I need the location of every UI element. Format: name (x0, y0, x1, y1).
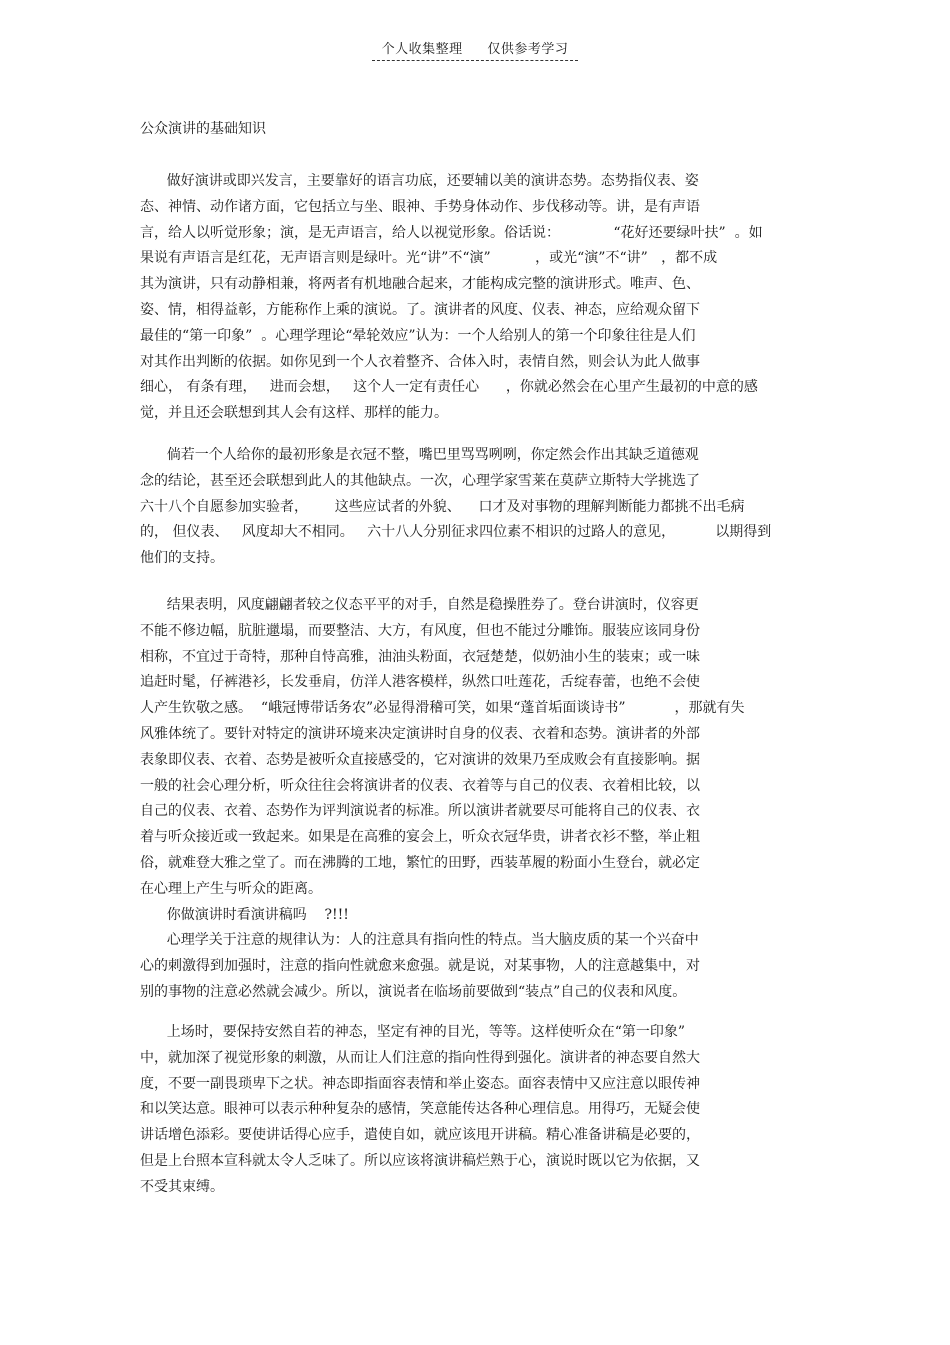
body-text-line: 他们的支持。 (140, 550, 224, 567)
body-text-line: 姿、情，相得益彰，方能称作上乘的演说。了。演讲者的风度、仪表、神态，应给观众留下 (140, 302, 700, 318)
body-text-line: 中，就加深了视觉形象的刺激，从而让人们注意的指向性得到强化。演讲者的神态要自然大 (140, 1049, 700, 1066)
body-text-line: 着与听众接近或一致起来。如果是在高雅的宴会上，听众衣冠华贵，讲者衣衫不整，举止粗 (140, 829, 700, 846)
body-text-line: 的， 但仪表、 风度却大不相同。 六十八人分别征求四位素不相识的过路人的意见， 以期得到 (140, 524, 772, 541)
body-text-line: 讲话增色添彩。要使讲话得心应手，遣使自如，就应该甩开讲稿。精心准备讲稿是必要的， (140, 1127, 700, 1144)
body-text-line: 态、神情、动作诸方面，它包括立与坐、眼神、手势身体动作、步伐移动等。讲，是有声语 (140, 198, 700, 215)
body-text-line: 六十八个自愿参加实验者， 这些应试者的外貌、 口才及对事物的理解判断能力都挑不出毛病 (140, 498, 745, 515)
body-text-line: 做好演讲或即兴发言，主要靠好的语言功底，还要辅以美的演讲态势。态势指仪表、姿 (140, 173, 699, 189)
body-text-line: 但是上台照本宣科就太令人乏味了。所以应该将演讲稿烂熟于心，演说时既以它为依据，又 (140, 1153, 700, 1169)
body-text-line: 度，不要一副畏琐卑下之状。神态即指面容表情和举止姿态。面容表情中又应注意以眼传神 (140, 1075, 700, 1092)
body-text-line: 追赶时髦，仔裤港衫，长发垂肩，仿洋人港客模样，纵然口吐莲花，舌绽春蕾，也绝不会使 (140, 674, 700, 691)
body-text-line: 念的结论，甚至还会联想到此人的其他缺点。一次，心理学家雪莱在莫萨立斯特大学挑选了 (140, 472, 700, 489)
body-text-line: 细心， 有条有理， 进而会想， 这个人一定有责任心 ，你就必然会在心里产生最初的中意的感 (140, 379, 758, 396)
body-text-line: 对其作出判断的依据。如你见到一个人衣着整齐、合体入时，表情自然，则会认为此人做事 (140, 353, 700, 370)
body-text-line: 自己的仪表、衣着、态势作为评判演说者的标准。所以演讲者就要尽可能将自己的仪表、衣 (140, 803, 700, 820)
body-text-line: 不能不修边幅，肮脏邋塌，而要整洁、大方，有风度，但也不能过分雕饰。服装应该同身份 (140, 622, 700, 639)
body-text-line: 果说有声语言是红花，无声语言则是绿叶。光“讲”不“演” ，或光“演”不“讲” ，都不成 (140, 250, 718, 267)
body-text-line: 风雅体统了。要针对特定的演讲环境来决定演讲时自身的仪表、衣着和态势。演讲者的外部 (140, 726, 700, 742)
body-text-line: 上场时，要保持安然自若的神态，坚定有神的目光，等等。这样使听众在“第一印象” (140, 1024, 686, 1040)
body-text-line: 别的事物的注意必然就会减少。所以，演说者在临场前要做到“装点”自己的仪表和风度。 (140, 984, 687, 1000)
body-text-line: 觉，并且还会联想到其人会有这样、那样的能力。 (140, 405, 448, 422)
document-title: 公众演讲的基础知识 (140, 121, 266, 137)
header-banner (372, 38, 579, 61)
body-text-line: 最佳的“第一印象” 。心理学理论“晕轮效应”认为：一个人给别人的第一个印象往往是人们 (140, 327, 696, 344)
body-text-line: 和以笑达意。眼神可以表示种种复杂的感情，笑意能传达各种心理信息。用得巧，无疑会使 (140, 1101, 700, 1118)
page-header (0, 38, 950, 61)
body-text-line: 你做演讲时看演讲稿吗 ?!!! (140, 906, 349, 923)
header-right-text: 仅供参考学习 (487, 42, 569, 57)
body-text-line: 言，给人以听觉形象；演，是无声语言，给人以视觉形象。俗话说： “花好还要绿叶扶” 。如 (140, 224, 763, 241)
body-text-line: 心理学关于注意的规律认为：人的注意具有指向性的特点。当大脑皮质的某一个兴奋中 (140, 932, 699, 949)
body-text-line: 结果表明，风度翩翩者较之仪态平平的对手，自然是稳操胜券了。登台讲演时，仪容更 (140, 597, 699, 613)
body-text-line: 倘若一个人给你的最初形象是衣冠不整，嘴巴里骂骂咧咧，你定然会作出其缺乏道德观 (140, 447, 699, 463)
body-text-line: 在心理上产生与听众的距离。 (140, 880, 322, 897)
body-text-line: 一般的社会心理分析，听众往往会将演讲者的仪表、衣着等与自己的仪表、衣着相比较，以 (140, 777, 700, 794)
body-text-line: 相称，不宜过于奇特，那种自恃高雅，油油头粉面，衣冠楚楚，似奶油小生的装束；或一味 (140, 648, 700, 665)
body-text-line: 俗，就难登大雅之堂了。而在沸腾的工地，繁忙的田野，西装革履的粉面小生登台，就必定 (140, 855, 700, 871)
body-text-line: 不受其束缚。 (140, 1178, 224, 1195)
body-text-line: 心的刺激得到加强时，注意的指向性就愈来愈强。就是说，对某事物，人的注意越集中，对 (140, 958, 700, 975)
body-text-line: 表象即仪表、衣着、态势是被听众直接感受的，它对演讲的效果乃至成败会有直接影响。据 (140, 751, 700, 768)
body-text-line: 其为演讲，只有动静相兼，将两者有机地融合起来，才能构成完整的演讲形式。唯声、色、 (140, 276, 700, 293)
header-left-text: 个人收集整理 (381, 42, 463, 57)
body-text-line: 人产生钦敬之感。 “峨冠博带话务农”必显得滑稽可笑，如果“蓬首垢面谈诗书” ，那就有失 (140, 700, 745, 717)
